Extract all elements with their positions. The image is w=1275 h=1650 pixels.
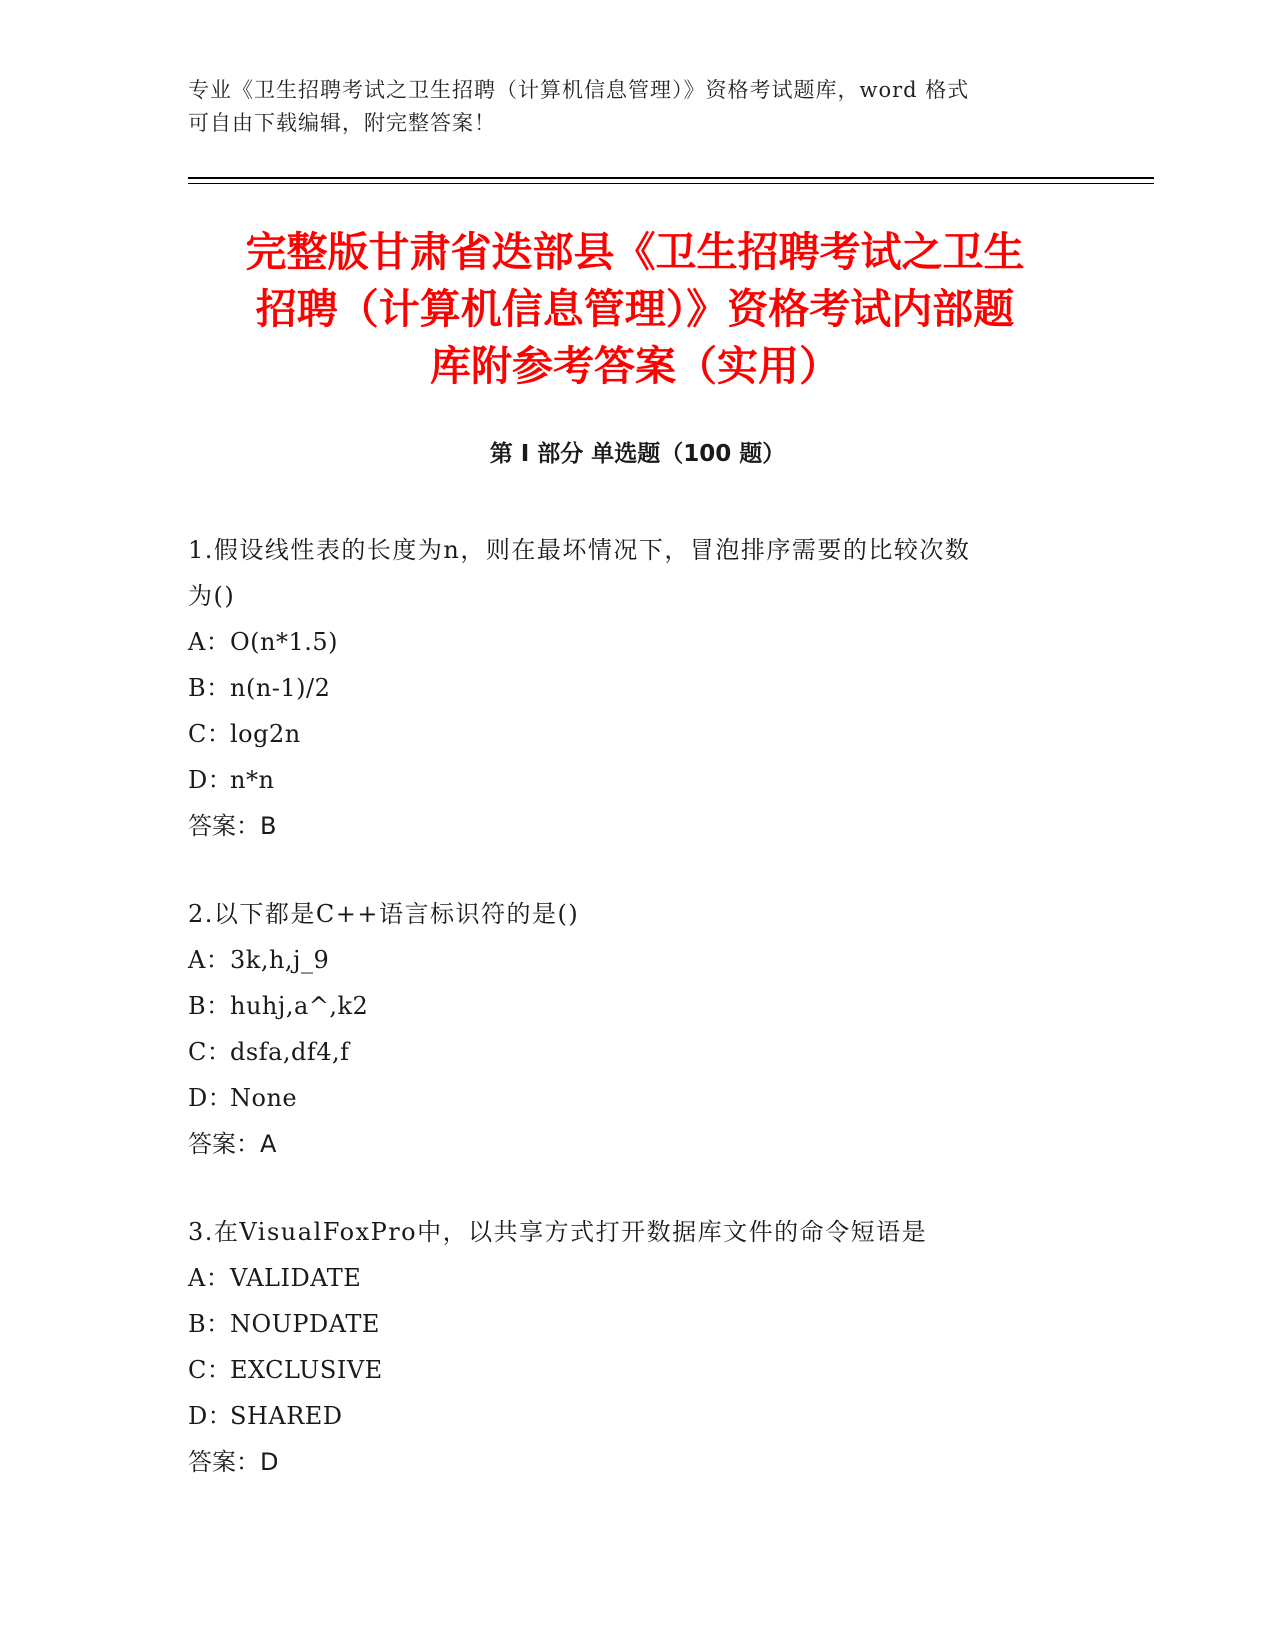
option-letter: D： (188, 1402, 233, 1430)
option-text: EXCLUSIVE (230, 1356, 383, 1384)
option-text: log2n (230, 720, 301, 748)
option-letter: A： (188, 946, 231, 974)
option-letter: D： (188, 1084, 233, 1112)
answer-text: 答案：D (188, 1448, 279, 1476)
option-c (188, 1347, 1088, 1393)
option-a (188, 1255, 1088, 1301)
title-line-3: 库附参考答案（实用） (430, 342, 840, 390)
section-heading: 第 I 部分 单选题（100 题） (489, 441, 786, 467)
option-letter: B： (188, 1310, 231, 1338)
header-rule-thick (188, 177, 1154, 179)
option-text: VALIDATE (230, 1264, 362, 1292)
option-letter: A： (188, 628, 231, 656)
option-letter: C： (188, 1356, 232, 1384)
option-a (188, 619, 1088, 665)
option-letter: B： (188, 992, 231, 1020)
option-text: NOUPDATE (230, 1310, 380, 1338)
option-text: None (230, 1084, 298, 1112)
document-title (180, 224, 1090, 395)
question-stem: 1.假设线性表的长度为n，则在最坏情况下，冒泡排序需要的比较次数 (188, 536, 971, 564)
option-letter: C： (188, 1038, 232, 1066)
question-3 (188, 1209, 1088, 1485)
question-stem: 3.在VisualFoxPro中，以共享方式打开数据库文件的命令短语是 (188, 1218, 928, 1246)
option-text: O(n*1.5) (230, 628, 339, 656)
option-d (188, 757, 1088, 803)
option-letter: A： (188, 1264, 231, 1292)
option-b (188, 665, 1088, 711)
title-line-1: 完整版甘肃省迭部县《卫生招聘考试之卫生 (245, 228, 1025, 276)
title-line-2: 招聘（计算机信息管理）》资格考试内部题 (255, 285, 1015, 333)
header-rule-thin (188, 183, 1154, 184)
option-text: dsfa,df4,f (230, 1038, 350, 1066)
intro-line-2: 可自由下载编辑，附完整答案！ (188, 111, 496, 135)
question-stem: 2.以下都是C++语言标识符的是() (188, 900, 580, 928)
option-d (188, 1075, 1088, 1121)
option-text: SHARED (230, 1402, 343, 1430)
option-text: huhj,a^,k2 (230, 992, 369, 1020)
option-letter: C： (188, 720, 232, 748)
question-2 (188, 891, 1088, 1167)
option-b (188, 1301, 1088, 1347)
option-b (188, 983, 1088, 1029)
answer-text: 答案：A (188, 1130, 277, 1158)
option-d (188, 1393, 1088, 1439)
option-text: n*n (230, 766, 275, 794)
option-c (188, 1029, 1088, 1075)
option-letter: B： (188, 674, 231, 702)
answer-text: 答案：B (188, 812, 277, 840)
option-text: n(n-1)/2 (230, 674, 331, 702)
intro-line-1: 专业《卫生招聘考试之卫生招聘（计算机信息管理）》资格考试题库，word 格式 (188, 78, 970, 102)
option-c (188, 711, 1088, 757)
question-list (188, 527, 1088, 1527)
option-letter: D： (188, 766, 233, 794)
option-a (188, 937, 1088, 983)
question-1 (188, 527, 1088, 849)
intro-text (188, 74, 1068, 140)
option-text: 3k,h,j_9 (230, 946, 330, 974)
question-stem-continued: 为() (188, 582, 236, 610)
